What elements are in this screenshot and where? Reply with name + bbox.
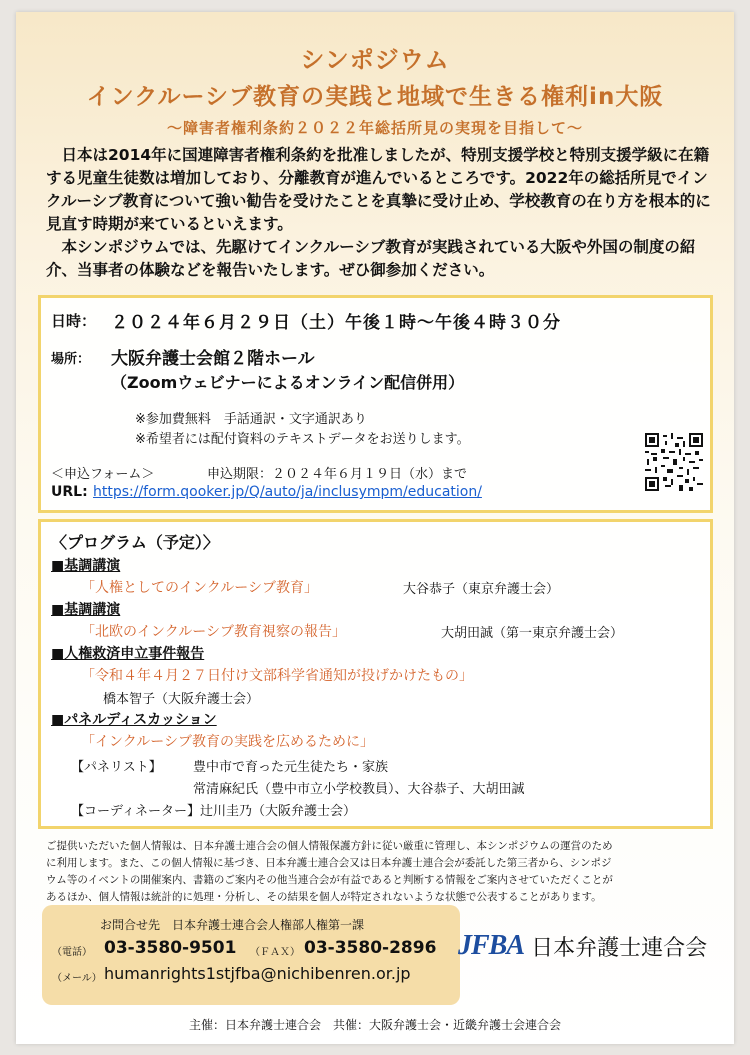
date-label: 日時： <box>51 312 97 330</box>
page-tagline: ～障害者権利条約２０２２年総括所見の実現を目指して～ <box>166 119 583 137</box>
panelist-line-1: 豊中市で育った元生徒たち・家族 <box>193 760 389 775</box>
panelist-label: 【パネリスト】 <box>71 760 162 775</box>
note-free: ※参加費無料 手話通訳・文字通訳あり <box>135 412 367 427</box>
contact-box <box>42 905 460 1005</box>
fax-label: （ＦＡＸ） <box>250 947 300 958</box>
program-box <box>38 519 713 829</box>
mail-label: （メール） <box>52 973 102 984</box>
privacy-line: に利用します。また、この個人情報に基づき、日本弁護士連合会又は日本弁護士連合会が委託した第三者から、シンポジ <box>46 857 612 869</box>
intro-paragraph-1: 日本は2014年に国連障害者権利条約を批准しましたが、特別支援学校と特別支援学級に在籍する児童生徒数は増加しており、分離教育が進んでいるところです。2022年の総括所見でインクルーシブ教育について強い勧告を受けたことを真摯に受け止め、学校教育の在り方を根本的に見直す時期が来ているといえます。 <box>46 146 711 233</box>
program-speaker: 大胡田誠（第一東京弁護士会） <box>441 626 624 641</box>
program-heading: 〈プログラム（予定）〉 <box>51 533 219 552</box>
program-talk-title: 「北欧のインクルーシブ教育視察の報告」 <box>81 624 347 640</box>
privacy-line: ご提供いただいた個人情報は、日本弁護士連合会の個人情報保護方針に従い厳重に管理し、本シンポジウムの運営のため <box>46 840 613 852</box>
note-text-data: ※希望者には配付資料のテキストデータをお送りします。 <box>135 432 470 447</box>
program-talk-title: 「人権としてのインクルーシブ教育」 <box>81 580 319 596</box>
program-speaker: 橋本智子（大阪弁護士会） <box>103 692 260 707</box>
coordinator: 【コーディネーター】辻川圭乃（大阪弁護士会） <box>71 804 356 819</box>
fax-number: 03-3580-2896 <box>304 938 437 958</box>
intro-paragraph-2: 本シンポジウムでは、先駆けてインクルーシブ教育が実践されている大阪や外国の制度の紹介、当事者の体験などを報告いたします。ぜひ御参加ください。 <box>46 238 696 279</box>
qr-code[interactable] <box>645 433 703 491</box>
panelist-line-2: 常清麻紀氏（豊中市立小学校教員）、大谷恭子、大胡田誠 <box>193 782 525 797</box>
jfba-logo <box>458 930 707 962</box>
jfba-logo-mark: JFBA <box>458 930 525 961</box>
mail-address[interactable]: humanrights1stjfba@nichibenren.or.jp <box>104 964 411 983</box>
program-section: ■基調講演 <box>51 602 121 618</box>
tel-label: （電話） <box>52 947 92 958</box>
privacy-line: あるほか、個人情報は統計的に処理・分析し、その結果を個人が特定されないような状態で公表することがあります。 <box>46 891 602 903</box>
url-label: URL: <box>51 484 88 500</box>
organizers-footer: 主催：日本弁護士連合会 共催：大阪弁護士会・近畿弁護士会連合会 <box>188 1018 561 1032</box>
registration-link[interactable]: https://form.qooker.jp/Q/auto/ja/inclusympm/education/ <box>93 484 482 500</box>
venue-label: 場所： <box>51 352 91 367</box>
deadline: 申込期限：２０２４年６月１９日（水）まで <box>207 467 468 482</box>
event-info-box <box>38 295 713 513</box>
venue-value: 大阪弁護士会館２階ホール <box>111 349 315 369</box>
intro-text <box>46 144 716 282</box>
venue-online: （Zoomウェビナーによるオンライン配信併用） <box>111 373 465 392</box>
program-talk-title: 「令和４年４月２７日付け文部科学省通知が投げかけたもの」 <box>81 668 473 684</box>
page-subtitle: インクルーシブ教育の実践と地域で生きる権利in大阪 <box>86 84 664 110</box>
form-label: ＜申込フォーム＞ <box>51 467 155 482</box>
program-section: ■基調講演 <box>51 558 121 574</box>
jfba-logo-name: 日本弁護士連合会 <box>531 935 708 961</box>
privacy-line: ウム等のイベントの開催案内、書籍のご案内その他当連合会が有益であると判断する情報をご案内させていただくことが <box>46 874 613 886</box>
contact-heading: お問合せ先 日本弁護士連合会人権部人権第一課 <box>100 918 365 932</box>
tel-number[interactable]: 03-3580-9501 <box>104 938 237 958</box>
page-title: シンポジウム <box>300 46 450 74</box>
program-section: ■パネルディスカッション <box>51 712 217 728</box>
program-speaker: 大谷恭子（東京弁護士会） <box>403 582 560 597</box>
date-value: ２０２４年６月２９日（土）午後１時～午後４時３０分 <box>111 313 561 333</box>
privacy-notice <box>46 838 711 906</box>
program-talk-title: 「インクルーシブ教育の実践を広めるために」 <box>81 734 375 750</box>
flyer-sheet <box>16 12 734 1044</box>
program-section: ■人権救済申立事件報告 <box>51 646 205 662</box>
